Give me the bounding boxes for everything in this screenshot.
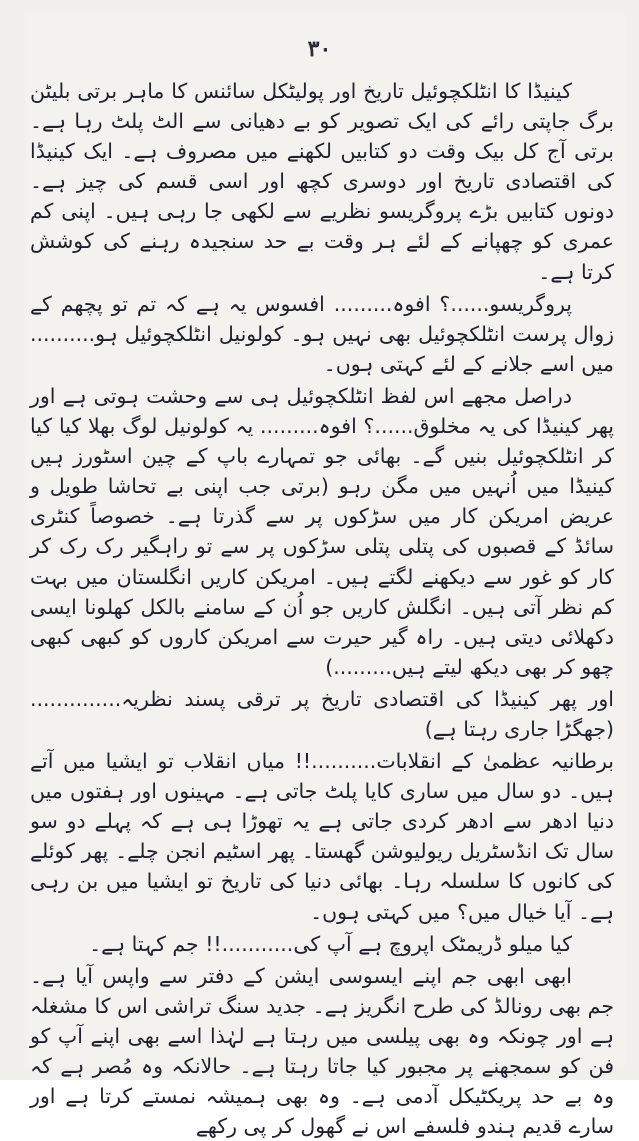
paragraph-3: دراصل مجھے اس لفظ انٹلکچوئیل ہی سے وحشت ہوتی ہے اور پھر کینیڈا کی یہ مخلوق......؟ افوہ......... یہ کولونیل لوگ بھلا کیا کیا کر انٹلکچوئیل بنیں گے۔ بھائی جو تمہارے باپ کے چین اسٹورز ہیں کینیڈا میں اُنہیں میں مگن رہو (برتی جب اپنی بے تحاشا طویل و عریض امریکن کار میں سڑکوں پر سے گذرتا ہے۔ خصوصاً کنٹری سائڈ کے قصبوں کی پتلی پتلی سڑکوں پر سے تو راہگیر رک رک کر کار کو غور سے دیکھنے لگتے ہیں۔ امریکن کاریں انگلستان میں بہت کم نظر آتی ہیں۔ انگلش کاریں جو اُن کے سامنے بالکل کھلونا ایسی دکھلائی دیتی ہیں۔ راہ گیر حیرت سے امریکن کاروں کو کبھی کبھی چھو کر بھی دیکھ لیتے ہیں.........) (30, 383, 614, 679)
page-number: ۳۰ (307, 36, 332, 62)
paragraph-7: ابھی ابھی جم اپنے ایسوسی ایشن کے دفتر سے واپس آیا ہے۔ جم بھی رونالڈ کی طرح انگریز ہے۔ جدید سنگ تراشی اس کا مشغلہ ہے اور چونکہ وہ بھی پیلسی میں رہتا ہے لہٰذا اسے بھی اپنے آپ کو فن کو سمجھنے پر مجبور کیا جاتا رہتا ہے۔ حالانکہ وہ مُصر ہے کہ وہ بے حد پریکٹیکل آدمی ہے۔ وہ بھی ہمیشہ نمستے کرتا ہے اور سارے قدیم ہندو فلسفے اس نے گھول کر پی رکھے (30, 963, 614, 1139)
paragraph-5: برطانیہ عظمیٰ کے انقلابات..........!! میاں انقلاب تو ایشیا میں آتے ہیں۔ دو سال میں ساری کایا پلٹ جاتی ہے۔ مہینوں اور ہفتوں میں دنیا ادھر سے ادھر کردی جاتی ہے یہ تھوڑا ہی ہے کہ پہلے دو سو سال تک انڈسٹریل ریولیوشن گھستا۔ پھر اسٹیم انجن چلے۔ پھر کوئلے کی کانوں کا سلسلہ رہا۔ بھائی دنیا کی تاریخ تو ایشیا میں بن رہی ہے۔ آیا خیال میں؟ میں کہتی ہوں۔ (30, 749, 614, 924)
page-text-body (30, 76, 614, 1141)
paragraph-4: اور پھر کینیڈا کی اقتصادی تاریخ پر ترقی پسند نظریہ.............. (جھگڑا جاری رہتا ہے) (30, 686, 614, 741)
paragraph-6: کیا میلو ڈریمٹک اپروچ ہے آپ کی...........!! جم کہتا ہے۔ (89, 931, 572, 956)
paragraph-2: پروگریسو......؟ افوہ......... افسوس یہ ہے کہ تم تو پچھم کے زوال پرست انٹلکچوئیل بھی نہیں ہو۔ کولونیل انٹلکچوئیل ہو.......... میں اسے جلانے کے لئے کہتی ہوں۔ (30, 291, 614, 376)
paragraph-1: کینیڈا کا انٹلکچوئیل تاریخ اور پولیٹکل سائنس کا ماہر برتی بلیٹن برگ جاپتی رائے کی ایک تصویر کو بے دھیانی سے الٹ پلٹ رہا ہے۔ برتی آج کل بیک وقت دو کتابیں لکھنے میں مصروف ہے۔ ایک کینیڈا کی اقتصادی تاریخ اور دوسری کچھ اور اسی قسم کی چیز ہے۔ دونوں کتابیں بڑے پروگریسو نظریے سے لکھی جا رہی ہیں۔ اپنی کم عمری کو چھپانے کے لئے ہر وقت بے حد سنجیدہ رہنے کی کوشش کرتا ہے۔ (30, 79, 614, 284)
